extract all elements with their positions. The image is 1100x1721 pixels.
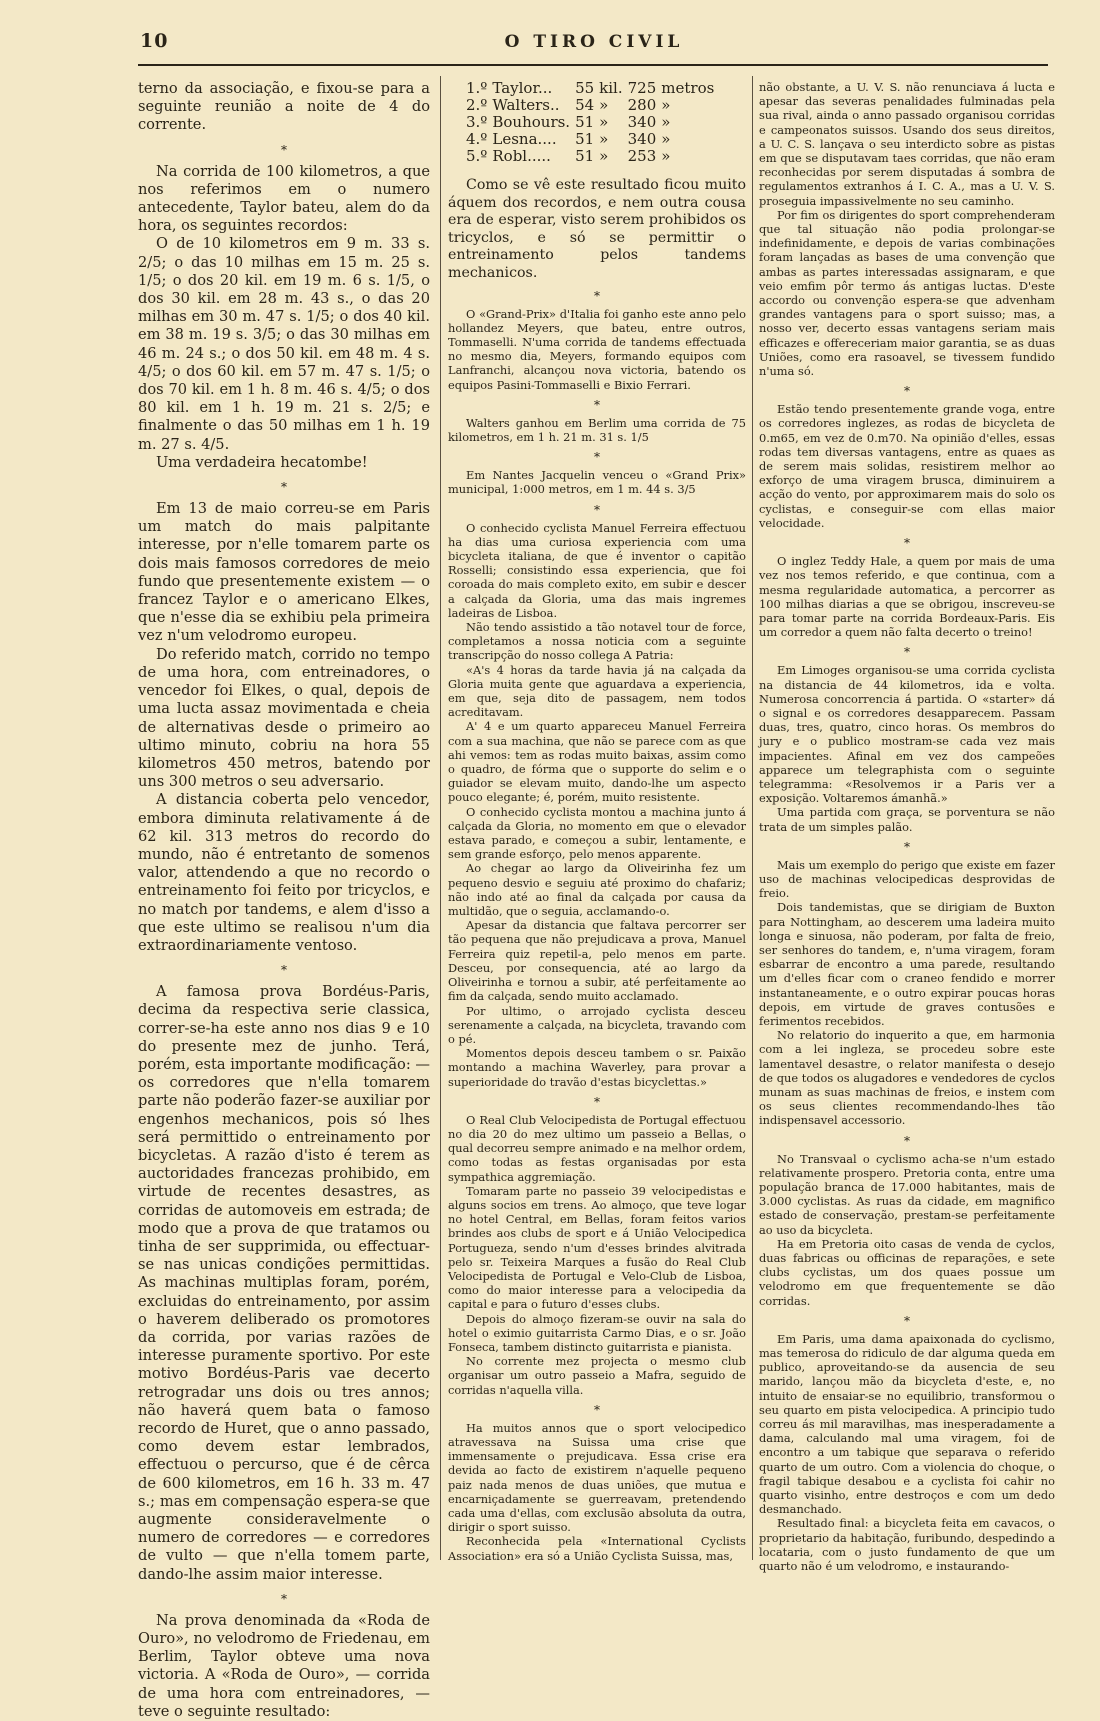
article-paragraph: Em Limoges organisou-se uma corrida cyclista na distancia de 44 kilometros, ida e volta. Numerosa concorrencia á partida. O «starter» dá o signal e os corredores desapparecem. Passam duas, tres, quatro, cinco horas. Os membros do jury e o publico mostram-se cada vez mais impacientes. Afinal em vez dos campeões apparece um telegraphista com o seguinte telegramma: «Resolvemos ir a Paris ver a exposição. Voltaremos ámanhã.»	[759, 663, 1055, 806]
header-rule	[138, 64, 1048, 66]
section-separator: *	[904, 536, 910, 551]
results-cell: Bouhours.	[492, 113, 571, 131]
section-separator: *	[594, 450, 600, 465]
section-separator: *	[281, 480, 287, 495]
results-cell: 725	[627, 79, 657, 97]
article-paragraph: Por ultimo, o arrojado cyclista desceu serenamente a calçada, na bicycleta, travando com o pé.	[448, 1003, 746, 1046]
results-cell: »	[599, 96, 609, 114]
results-row	[466, 80, 719, 97]
results-cell: 3.º	[466, 113, 488, 131]
page-header	[140, 30, 1048, 54]
column-3	[759, 80, 1055, 1574]
article-paragraph: Em Nantes Jacquelin venceu o «Grand Prix» municipal, 1:000 metros, em 1 m. 44 s. 3/5	[448, 468, 746, 497]
article-paragraph: não obstante, a U. V. S. não renunciava á lucta e apesar das severas penalidades fulminadas pela sua rival, ainda o anno passado organisou corridas e campeonatos suissos. Usando dos seus direitos, a U. C. S. lançava o seu interdicto sobre as pistas em que se disputavam taes corridas, que não eram reconhecidas por serem disputadas á sombra de regulamentos extranhos á I. C. A., mas a U. V. S. proseguia impassivelmente no seu caminho.	[759, 80, 1055, 208]
results-cell: »	[599, 113, 609, 131]
section-separator: *	[594, 1402, 600, 1417]
article-paragraph: Apesar da distancia que faltava percorrer ser tão pequena que não prejudicava a prova, Manuel Ferreira quiz repetil-a, pelo menos em parte. Desceu, por consequencia, até ao largo da Oliveirinha e tornou a subir, até perfeitamente ao fim da calçada, sendo muito acclamado.	[448, 918, 746, 1004]
article-paragraph: Ha em Pretoria oito casas de venda de cyclos, duas fabricas ou officinas de reparações, e sete clubs cyclistas, um dos quaes possue um velodromo em que frequentemente se dão corridas.	[759, 1236, 1055, 1308]
article-paragraph: Resultado final: a bicycleta feita em cavacos, o proprietario da habitação, furibundo, despedindo a locataria, com o justo fundamento de que um quarto não é um velodromo, e instaurando-	[759, 1516, 1055, 1574]
article-paragraph: Ao chegar ao largo da Oliveirinha fez um pequeno desvio e seguiu até proximo do chafariz; não indo até ao final da calçada por causa da multidão, que o seguia, acclamando-o.	[448, 861, 746, 919]
section-separator: *	[281, 1591, 287, 1606]
article-paragraph: O «Grand-Prix» d'Italia foi ganho este anno pelo hollandez Meyers, que bateu, entre outros, Tommaselli. N'uma corrida de tandems effectuada no mesmo dia, Meyers, formando equipos com Lanfranchi, alcançou nova victoria, batendo os equipos Pasini-Tommaselli e Bixio Ferrari.	[448, 306, 746, 392]
article-paragraph: Uma partida com graça, se porventura se não trata de um simples palão.	[759, 805, 1055, 834]
article-paragraph: A famosa prova Bordéus-Paris, decima da respectiva serie classica, correr-se-ha este anno nos dias 9 e 10 do presente mez de junho. Terá, porém, esta importante modificação: — os corredores que n'ella tomarem parte não poderão fazer-se auxiliar por engenhos mechanicos, pois só lhes será permittido o entreinamento por bicycletas. A razão d'isto é terem as auctoridades francezas prohibido, em virtude de recentes desastres, as corridas de automoveis em estrada; de modo que a prova de que tratamos ou tinha de ser supprimida, ou effectuar-se nas unicas condições permittidas. As machinas multiplas foram, porém, excluidas do entreinamento, por assim o haverem deliberado os promotores da corrida, por varias razões de interesse puramente sportivo. Por este motivo Bordéus-Paris vae decerto retrogradar uns dois ou tres annos; não haverá quem bata o famoso recordo de Huret, que o anno passado, como devem estar lembrados, effectuou o percurso, que é de cêrca de 600 kilometros, em 16 h. 33 m. 47 s.; mas em compensação espera-se que augmente consideravelmente o numero de corredores — e corredores de vulto — que n'ella tomem parte, dando-lhe assim maior interesse.	[138, 983, 430, 1583]
results-cell: 54	[575, 96, 595, 114]
results-cell: 55	[575, 79, 595, 97]
article-paragraph: «A's 4 horas da tarde havia já na calçada da Gloria muita gente que aguardava a experiencia, em que, seja dito de passagem, nem todos acreditavam.	[448, 662, 746, 720]
results-cell: »	[599, 130, 609, 148]
column-divider	[752, 76, 753, 1560]
article-paragraph: O conhecido cyclista Manuel Ferreira effectuou ha dias uma curiosa experiencia com uma bicycleta italiana, de que é inventor o capitão Rosselli; consistindo essa experiencia, que foi coroada do mais completo exito, em subir e descer a calçada da Gloria, uma das mais ingremes ladeiras de Lisboa.	[448, 520, 746, 620]
results-cell: 51	[575, 147, 595, 165]
results-table	[466, 80, 719, 165]
results-cell: »	[661, 113, 671, 131]
article-paragraph: Dois tandemistas, que se dirigiam de Buxton para Nottingham, ao descerem uma ladeira muito longa e sinuosa, não poderam, por falta de freio, ser senhores do tandem, e, n'uma viragem, foram esbarrar de encontro a uma parede, resultando um d'elles ficar com o craneo fendido e morrer instantaneamente, e o outro expirar poucas horas depois, em virtude de graves contusões e ferimentos recebidos.	[759, 900, 1055, 1028]
section-separator: *	[281, 142, 287, 157]
article-paragraph: Na prova denominada da «Roda de Ouro», no velodromo de Friedenau, em Berlim, Taylor obteve uma nova victoria. A «Roda de Ouro», — corrida de uma hora com entreinadores, — teve o seguinte resultado:	[138, 1611, 430, 1720]
article-paragraph: Tomaram parte no passeio 39 velocipedistas e alguns socios em trens. Ao almoço, que teve logar no hotel Central, em Bellas, foram feitos varios brindes aos clubs de sport e á União Velocipedica Portugueza, sendo n'um d'esses brindes alvitrada pelo sr. Teixeira Marques a fusão do Real Club Velocipedista de Portugal e Velo-Club de Lisboa, como do maior interesse para a velocipedia da capital e para o futuro d'esses clubs.	[448, 1183, 746, 1312]
article-paragraph: Ha muitos annos que o sport velocipedico atravessava na Suissa uma crise que immensamente o prejudicava. Essa crise era devida ao facto de existirem n'aquelle pequeno paiz nada menos de duas uniões, que mutua e encarniçadamente se guerreavam, pretendendo cada uma d'ellas, com exclusão absoluta da outra, dirigir o sport suisso.	[448, 1420, 746, 1535]
article-paragraph: No Transvaal o cyclismo acha-se n'um estado relativamente prospero. Pretoria conta, entre uma população branca de 17.000 habitantes, mais de 3.000 cyclistas. As ruas da cidade, em magnifico estado de conservação, prestam-se perfeitamente ao uso da bicycleta.	[759, 1151, 1055, 1237]
results-cell: Walters..	[492, 96, 560, 114]
section-separator: *	[281, 963, 287, 978]
section-separator: *	[594, 288, 600, 303]
article-paragraph: Walters ganhou em Berlim uma corrida de 75 kilometros, em 1 h. 21 m. 31 s. 1/5	[448, 415, 746, 444]
article-paragraph: A distancia coberta pelo vencedor, embora diminuta relativamente á de 62 kil. 313 metros do recordo do mundo, não é entretanto de somenos valor, attendendo a que no recordo o entreinamento foi feito por tricyclos, e no match por tandems, e alem d'isso a que este ultimo se realisou n'um dia extraordinariamente ventoso.	[138, 791, 430, 954]
section-separator: *	[904, 645, 910, 660]
article-paragraph: Uma verdadeira hecatombe!	[156, 453, 368, 471]
results-cell: »	[599, 147, 609, 165]
results-cell: 280	[627, 96, 657, 114]
section-separator: *	[594, 397, 600, 412]
article-paragraph: Momentos depois desceu tambem o sr. Paixão montando a machina Waverley, para provar a superioridade do travão d'estas bicyclettas.»	[448, 1046, 746, 1089]
section-separator: *	[594, 1094, 600, 1109]
article-paragraph: Estão tendo presentemente grande voga, entre os corredores inglezes, as rodas de bicycleta de 0.m65, em vez de 0.m70. Na opinião d'elles, essas rodas tem diversas vantagens, entre as quaes as de serem mais solidas, resistirem melhor ao exforço de uma viragem brusca, diminuirem a acção do vento, por approximarem mais do solo os cyclistas, e conseguir-se com ellas maior velocidade.	[759, 402, 1055, 530]
article-paragraph: O inglez Teddy Hale, a quem por mais de uma vez nos temos referido, e que continua, com a mesma regularidade automatica, a percorrer as 100 milhas diarias a que se obrigou, inscreveu-se para tomar parte na corrida Bordeaux-Paris. Eis um corredor a quem não falta decerto o treino!	[759, 554, 1055, 640]
article-paragraph: Em Paris, uma dama apaixonada do cyclismo, mas temerosa do ridiculo de dar alguma queda em publico, aproveitando-se da ausencia de seu marido, lançou mão da bicycleta d'este, e, no intuito de ensaiar-se no equilibrio, transformou o seu quarto em pista velocipedica. A principio tudo correu ás mil maravilhas, mas inesperadamente a dama, calculando mal uma viragem, foi de encontro a um tabique que separava o referido quarto de um outro. Com a violencia do choque, o fragil tabique desabou e a cyclista foi cahir no quarto visinho, entre destroços e com um dedo desmanchado.	[759, 1331, 1055, 1517]
results-cell: 51	[575, 113, 595, 131]
article-paragraph: O conhecido cyclista montou a machina junto á calçada da Gloria, no momento em que o elevador estava parado, e começou a subir, lentamente, e sem grande esforço, pelo menos apparente.	[448, 804, 746, 862]
article-paragraph: Não tendo assistido a tão notavel tour de force, completamos a nossa noticia com a seguinte transcripção do nosso collega A Patria:	[448, 620, 746, 663]
results-cell: »	[661, 130, 671, 148]
article-paragraph: terno da associação, e fixou-se para a seguinte reunião a noite de 4 do corrente.	[138, 80, 430, 134]
article-paragraph: Depois do almoço fizeram-se ouvir na sala do hotel o eximio guitarrista Carmo Dias, e o sr. João Fonseca, tambem distincto guitarrista e pianista.	[448, 1311, 746, 1354]
results-row	[466, 97, 719, 114]
article-paragraph: No corrente mez projecta o mesmo club organisar um outro passeio a Mafra, seguido de corridas n'aquella villa.	[448, 1354, 746, 1397]
column-1	[138, 80, 430, 1720]
results-cell: Robl.....	[492, 147, 551, 165]
article-paragraph: Do referido match, corrido no tempo de uma hora, com entreinadores, o vencedor foi Elkes, o qual, depois de uma lucta assaz movimentada e cheia de alternativas desde o primeiro ao ultimo minuto, cobriu na hora 55 kilometros 450 metros, batendo por uns 300 metros o seu adversario.	[138, 645, 430, 791]
column-2	[448, 79, 746, 1563]
section-separator: *	[904, 839, 910, 854]
section-separator: *	[904, 1313, 910, 1328]
results-cell: 340	[627, 130, 657, 148]
results-cell: Lesna....	[492, 130, 557, 148]
results-cell: 253	[627, 147, 657, 165]
article-paragraph: Mais um exemplo do perigo que existe em fazer uso de machinas velocipedicas desprovidas de freio.	[759, 857, 1055, 901]
results-row	[466, 131, 719, 148]
column-divider	[440, 76, 441, 1560]
article-paragraph: A' 4 e um quarto appareceu Manuel Ferreira com a sua machina, que não se parece com as que ahi vemos: tem as rodas muito baixas, assim como o quadro, de fórma que o supporte do selim e o guiador se elevam muito, dando-lhe um aspecto pouco elegante; é, porém, muito resistente.	[448, 719, 746, 805]
results-row	[466, 148, 719, 165]
results-cell: 5.º	[466, 147, 488, 165]
results-cell: metros	[661, 79, 715, 97]
article-paragraph: Reconhecida pela «International Cyclists Association» era só a União Cyclista Suissa, mas,	[448, 1534, 746, 1563]
results-cell: 2.º	[466, 96, 488, 114]
section-separator: *	[904, 1133, 910, 1148]
article-paragraph: Em 13 de maio correu-se em Paris um match do mais palpitante interesse, por n'elle tomarem parte os dois mais famosos corredores de meio fundo que presentemente existem — o francez Taylor e o americano Elkes, que n'esse dia se exhibiu pela primeira vez n'um velodromo europeu.	[138, 500, 430, 645]
article-paragraph: O de 10 kilometros em 9 m. 33 s. 2/5; o das 10 milhas em 15 m. 25 s. 1/5; o dos 20 kil. em 19 m. 6 s. 1/5, o dos 30 kil. em 28 m. 43 s., o das 20 milhas em 30 m. 47 s. 1/5; o dos 40 kil. em 38 m. 19 s. 3/5; o das 30 milhas em 46 m. 24 s.; o dos 50 kil. em 48 m. 4 s. 4/5; o dos 60 kil. em 57 m. 47 s. 1/5; o dos 70 kil. em 1 h. 8 m. 46 s. 4/5; o dos 80 kil. em 1 h. 19 m. 21 s. 2/5; e finalmente o das 50 milhas em 1 h. 19 m. 27 s. 4/5.	[138, 235, 430, 453]
results-cell: »	[661, 147, 671, 165]
results-cell: kil.	[599, 79, 623, 97]
results-cell: 4.º	[466, 130, 488, 148]
results-row	[466, 114, 719, 131]
page-number: 10	[140, 30, 169, 52]
results-cell: »	[661, 96, 671, 114]
masthead-title: O TIRO CIVIL	[504, 32, 684, 52]
article-paragraph: Como se vê este resultado ficou muito áquem dos recordos, e nem outra cousa era de esperar, visto serem prohibidos os tricyclos, e só se permittir o entreinamento pelos tandems mechanicos.	[448, 177, 746, 281]
results-cell: Taylor...	[492, 79, 553, 97]
article-paragraph: Por fim os dirigentes do sport comprehenderam que tal situação não podia prolongar-se indefinidamente, e depois de varias combinações foram lançadas as bases de uma convenção que ambas as partes interessadas assignaram, e que veio emfim pôr termo ás antigas luctas. D'este accordo ou convenção espera-se que advenham grandes vantagens para o sport suisso; mas, a nosso ver, decerto essas vantagens seriam mais efficazes e offereceriam maior garantia, se as duas Uniões, como era rasoavel, se tivessem fundido n'uma só.	[759, 207, 1055, 379]
results-cell: 1.º	[466, 79, 488, 97]
article-paragraph: No relatorio do inquerito a que, em harmonia com a lei ingleza, se procedeu sobre este lamentavel desastre, o relator manifesta o desejo de que todos os alugadores e vendedores de cyclos munam as suas machinas de freios, e instem com os seus clientes recommendando-lhes tão indispensavel accessorio.	[759, 1028, 1055, 1128]
article-paragraph: O Real Club Velocipedista de Portugal effectuou no dia 20 do mez ultimo um passeio a Bellas, o qual decorreu sempre animado e na melhor ordem, como todas as festas organisadas por esta sympathica aggremiação.	[448, 1112, 746, 1184]
results-cell: 340	[627, 113, 657, 131]
section-separator: *	[904, 384, 910, 399]
article-paragraph: Na corrida de 100 kilometros, a que nos referimos em o numero antecedente, Taylor bateu, alem do da hora, os seguintes recordos:	[138, 162, 430, 235]
results-cell: 51	[575, 130, 595, 148]
section-separator: *	[594, 502, 600, 517]
